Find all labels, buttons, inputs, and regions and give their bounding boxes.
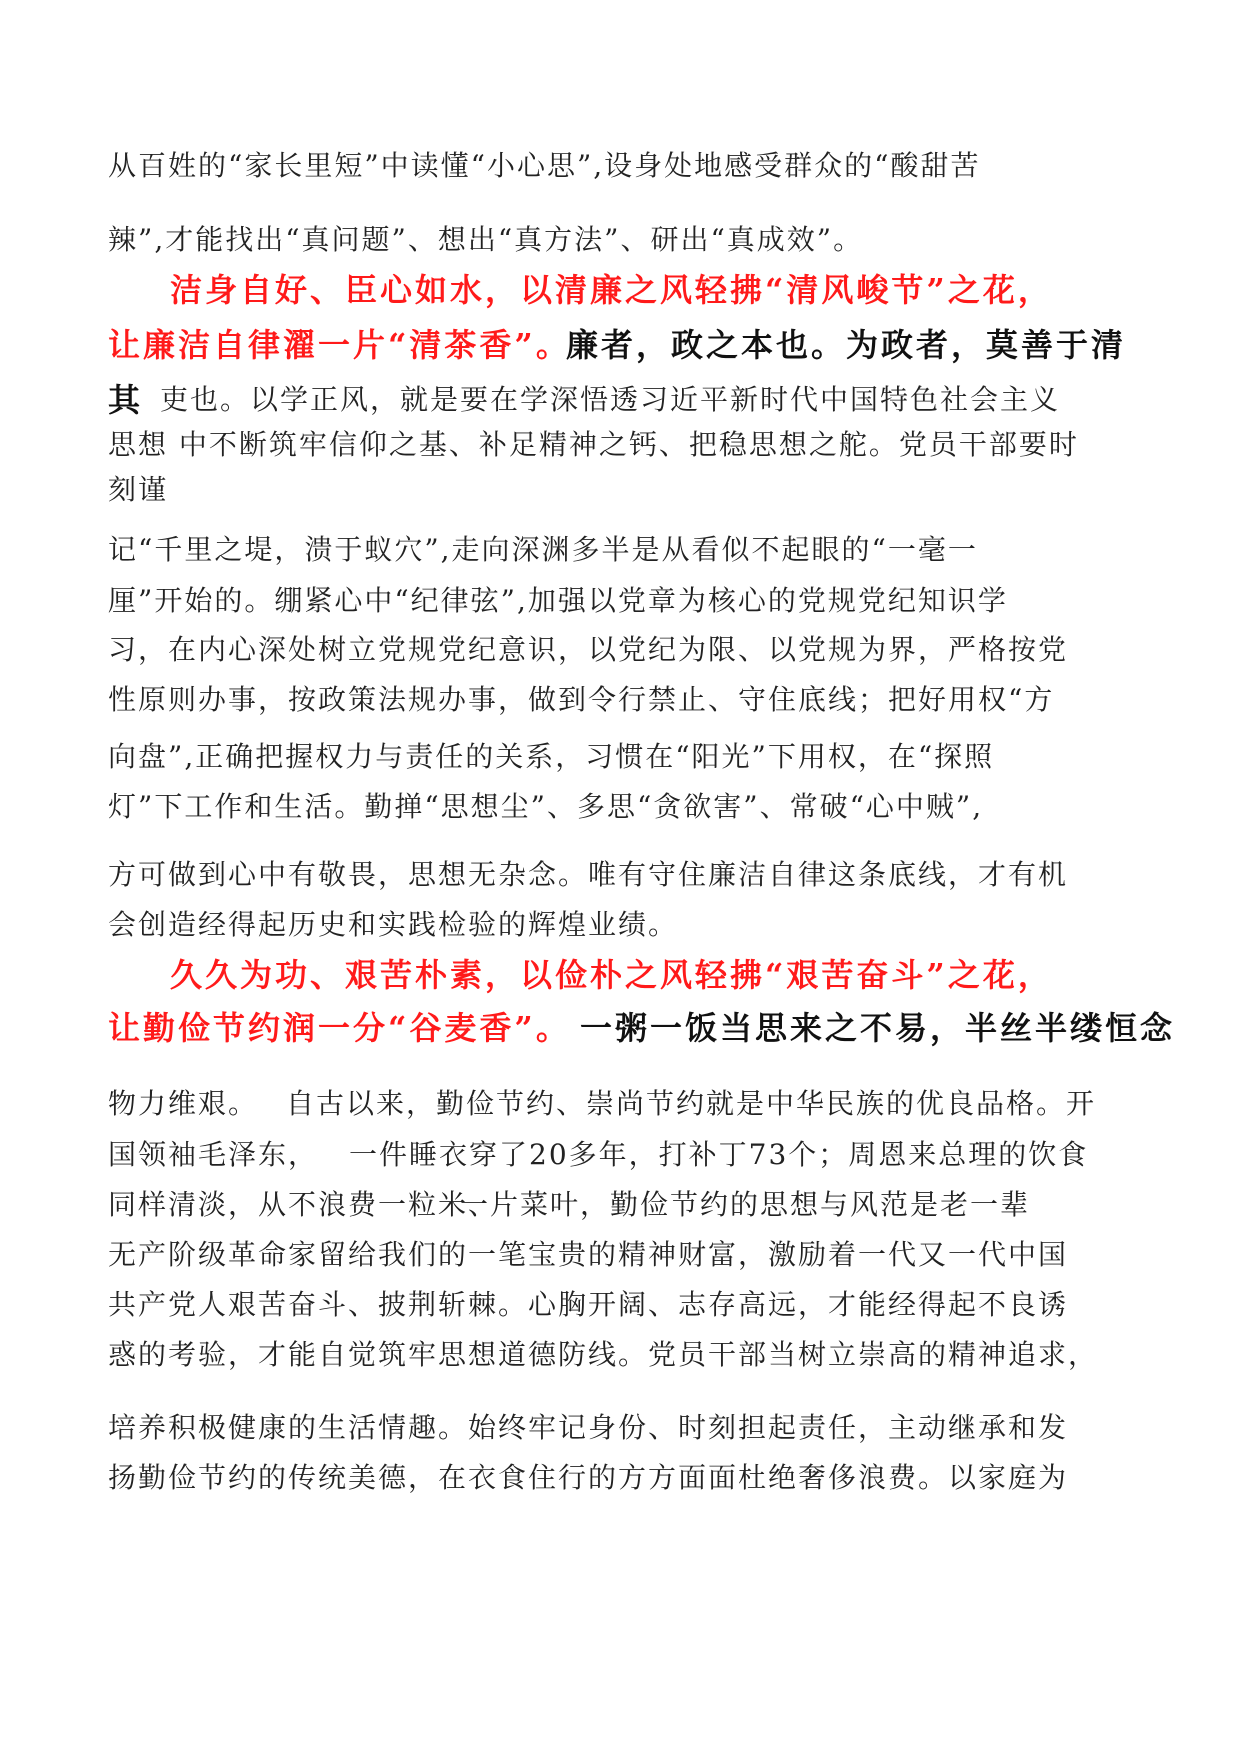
body-line: 国领袖毛泽东， (108, 1138, 319, 1171)
body-line: 自古以来，勤俭节约、崇尚节约就是中华民族的优良品格。开 (286, 1087, 1097, 1120)
body-line: 方可做到心中有敬畏，思想无杂念。唯有守住廉洁自律这条底线，才有机 (108, 858, 1069, 891)
body-line: 习，在内心深处树立党规党纪意识，以党纪为限、以党规为界，严格按党 (108, 633, 1069, 666)
bold-sentence: 一粥一饭当思来之不易，半丝半缕恒念 (580, 1009, 1176, 1047)
section-heading: 让廉洁自律濯一片“清茶香”。 (108, 326, 571, 364)
body-line: 一件睡衣穿了20多年，打补丁73个；周恩来总理的饮食 (349, 1138, 1089, 1171)
section-heading: 让勤俭节约润一分“谷麦香”。 (108, 1009, 571, 1047)
body-line: 灯”下工作和生活。勤掸“思想尘”、多思“贪欲害”、常破“心中贼”, (108, 790, 984, 823)
body-line: 物力维艰。 (108, 1087, 259, 1120)
body-line: 扬勤俭节约的传统美德，在衣食住行的方方面面杜绝奢侈浪费。以家庭为 (108, 1461, 1069, 1494)
bold-sentence: 其 (108, 381, 144, 419)
body-line: 同样清淡，从不浪费一粒米、 (108, 1188, 499, 1221)
bold-sentence: 廉者，政之本也。为政者，莫善于清 (566, 326, 1127, 364)
body-line: 记“千里之堤，溃于蚁穴”,走向深渊多半是从看似不起眼的“一毫一 (108, 533, 978, 566)
section-heading: 洁身自好、臣心如水，以清廉之风轻拂“清风峻节”之花， (170, 271, 1053, 309)
section-heading: 久久为功、艰苦朴素，以俭朴之风轻拂“艰苦奋斗”之花， (170, 956, 1053, 994)
body-line: 厘”开始的。绷紧心中“纪律弦”,加强以党章为核心的党规党纪知识学 (108, 584, 1008, 617)
body-line: 刻谨 (108, 473, 169, 506)
body-line: 从百姓的“家长里短”中读懂“小心思”,设身处地感受群众的“酸甜苦 (108, 149, 981, 182)
body-line: 吏也。以学正风，就是要在学深悟透习近平新时代中国特色社会主义 (160, 383, 1061, 416)
body-line: 培养积极健康的生活情趣。始终牢记身份、时刻担起责任，主动继承和发 (108, 1411, 1069, 1444)
body-line: 惑的考验，才能自觉筑牢思想道德防线。党员干部当树立崇高的精神追求， (108, 1338, 1099, 1371)
body-line: 会创造经得起历史和实践检验的辉煌业绩。 (108, 908, 679, 941)
body-line: 性原则办事，按政策法规办事，做到令行禁止、守住底线；把好用权“方 (108, 683, 1055, 716)
body-line: 向盘”,正确把握权力与责任的关系，习惯在“阳光”下用权，在“探照 (108, 740, 995, 773)
body-line: 辣”,才能找出“真问题”、想出“真方法”、研出“真成效”。 (108, 223, 864, 256)
body-line: 思想 中不断筑牢信仰之基、补足精神之钙、把稳思想之舵。党员干部要时 (108, 428, 1079, 461)
body-line: 无产阶级革命家留给我们的一笔宝贵的精神财富，激励着一代又一代中国 (108, 1238, 1069, 1271)
body-line: 一片菜叶，勤俭节约的思想与风范是老一辈 (460, 1188, 1031, 1221)
body-line: 共产党人艰苦奋斗、披荆斩棘。心胸开阔、志存高远，才能经得起不良诱 (108, 1288, 1069, 1321)
